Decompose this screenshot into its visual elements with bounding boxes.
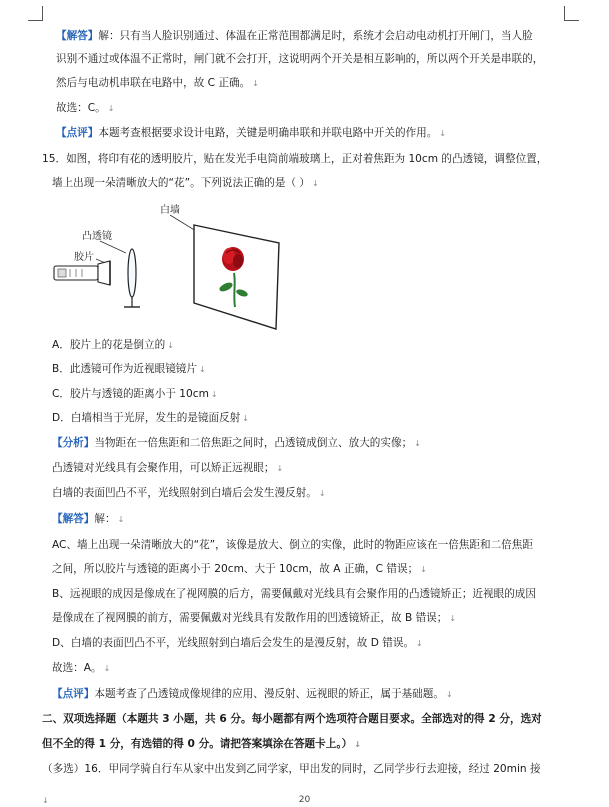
solution-line: 【解答】解： ↓ [52,513,125,525]
solution-line: 故选：A。 ↓ [52,662,111,674]
question-16-text: （多选）16．甲同学骑自行车从家中出发到乙同学家，甲出发的同时，乙同学步行去迎接，经过 20min 接 [42,763,541,775]
comment-tag: 【点评】 [52,688,95,700]
solution-line: B、远视眼的成因是像成在了视网膜的后方，需要佩戴对光线具有会聚作用的凸透镜矫正；近视眼的成因 [52,588,536,600]
solution-line: 是像成在了视网膜的前方，需要佩戴对光线具有发散作用的凹透镜矫正，故 B 错误； ↓ [52,612,457,624]
answer-tag: 【解答】 [52,513,95,525]
lens-label: 凸透镜 [82,231,112,242]
text-line: 【解答】解：只有当人脸识别通过、体温在正常范围都满足时，系统才会启动电动机打开闸门，当人脸 [56,30,533,42]
text-line: 识别不通过或体温不正常时，闸门就不会打开，这说明两个开关是相互影响的，所以两个开关是串联的， [56,53,544,65]
wall-leader-line [170,215,196,231]
analysis-line: 凸透镜对光线具有会聚作用，可以矫正远视眼； ↓ [52,462,284,474]
film-label: 胶片 [74,252,94,263]
flashlight [54,261,110,285]
wall-label: 白墙 [160,205,180,216]
comment-line: 【点评】本题考查了凸透镜成像规律的应用、漫反射、远视眼的矫正，属于基础题。 ↓ [52,688,453,700]
text-line: 然后与电动机串联在电路中，故 C 正确。 ↓ [56,77,259,89]
analysis-tag: 【分析】 [52,437,95,449]
lens-experiment-figure [52,203,284,333]
option-a: A．胶片上的花是倒立的 ↓ [52,339,174,351]
comment-tag: 【点评】 [56,127,99,139]
text-line: 【点评】本题考查根据要求设计电路，关键是明确串联和并联电路中开关的作用。 ↓ [56,127,447,139]
convex-lens [128,249,136,297]
paragraph-mark: ↓ [42,796,49,805]
analysis-line: 【分析】当物距在一倍焦距和二倍焦距之间时，凸透镜成倒立、放大的实像； ↓ [52,437,421,449]
question-15-text: 墙上出现一朵清晰放大的“花”。下列说法正确的是（ ） ↓ [52,177,319,189]
lens-leader-line [100,241,126,253]
page-number: 20 [298,795,311,805]
option-b: B．此透镜可作为近视眼镜镜片 ↓ [52,363,206,375]
solution-line: 之间，所以胶片与透镜的距离小于 20cm、大于 10cm，故 A 正确，C 错误； ↓ [52,563,427,575]
analysis-line: 白墙的表面凹凸不平，光线照射到白墙后会发生漫反射。 ↓ [52,487,326,499]
crop-mark-top-right [564,6,579,21]
text-line: 故选：C。 ↓ [56,102,115,114]
white-wall [194,225,279,329]
option-c: C．胶片与透镜的距离小于 10cm ↓ [52,388,218,400]
answer-tag: 【解答】 [56,30,99,42]
section-2-heading: 二、双项选择题（本题共 3 小题，共 6 分。每小题都有两个选项符合题目要求。全部选对的得 2 分，选对 [42,713,542,725]
option-d: D．白墙相当于光屏，发生的是镜面反射 ↓ [52,412,249,424]
crop-mark-top-left [28,6,43,21]
section-2-heading: 但不全的得 1 分，有选错的得 0 分。请把答案填涂在答题卡上。） ↓ [42,738,361,750]
solution-line: AC、墙上出现一朵清晰放大的“花”，该像是放大、倒立的实像，此时的物距应该在一倍焦距和二倍焦距 [52,539,533,551]
solution-line: D、白墙的表面凹凸不平，光线照射到白墙后会发生的是漫反射，故 D 错误。 ↓ [52,637,423,649]
question-15-text: 15．如图，将印有花的透明胶片，贴在发光手电筒前端玻璃上，正对着焦距为 10cm 的凸透镜，调整位置， [42,153,548,165]
